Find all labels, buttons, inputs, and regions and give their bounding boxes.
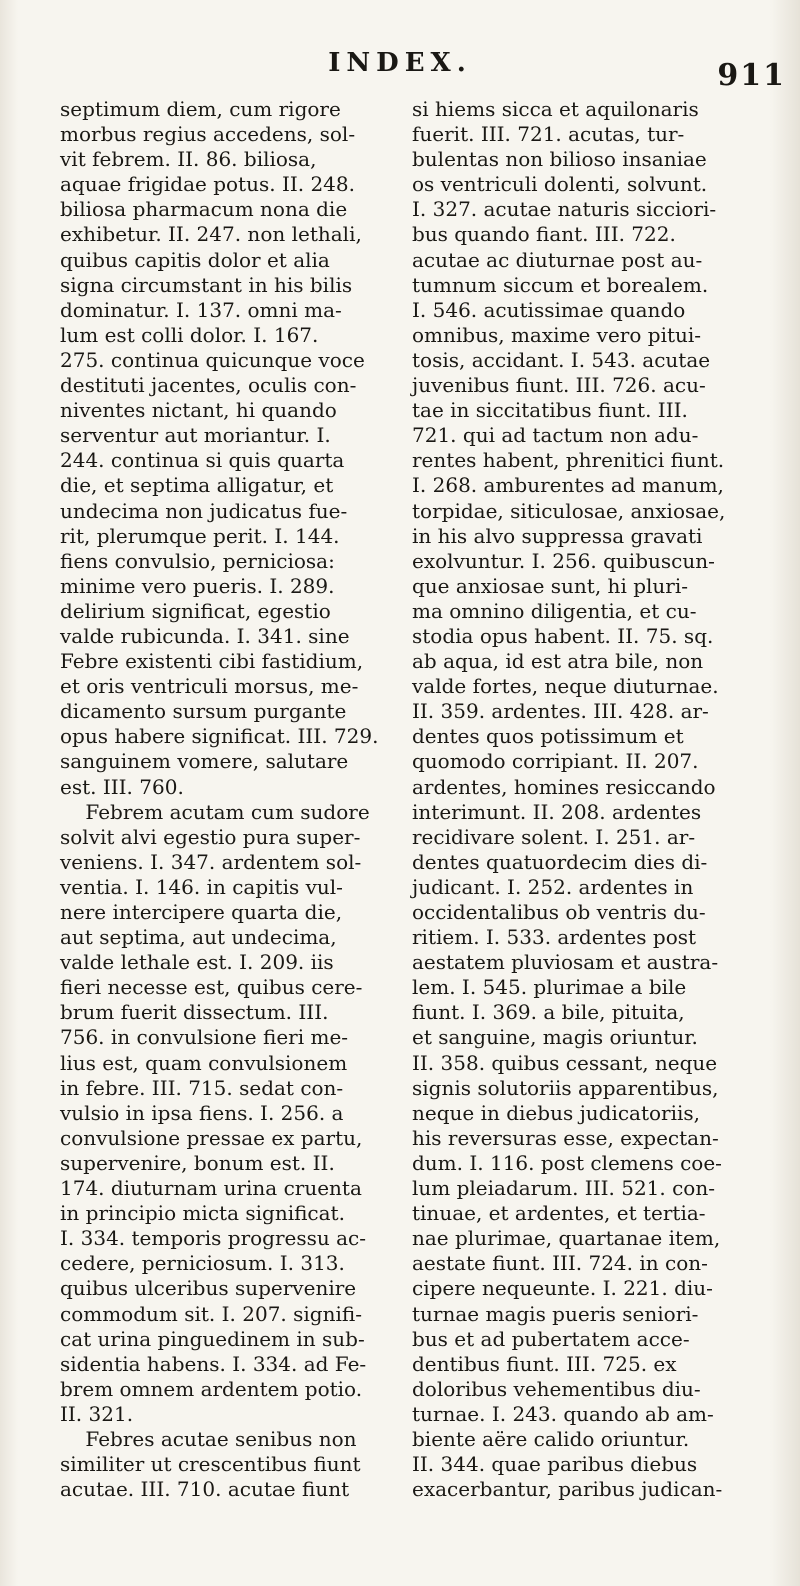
running-title: INDEX. xyxy=(328,48,472,78)
left-column-text: septimum diem, cum rigore morbus regius accedens, sol- vit febrem. II. 86. biliosa, aquae frigidae potus. II. 248. biliosa pharmacum nona die exhibetur. II. 247. non lethali, quibus capitis dolor et alia signa circumstant in his bilis dominatur. I. 137. omni ma- lum est colli dolor. I. 167. 275. continua quicunque voce destituti jacentes, oculis con- niventes nictant, hi quando serventur aut moriantur. I. 244. continua si quis quarta die, et septima alligatur, et undecima non judicatus fue- rit, plerumque perit. I. 144. fiens convulsio, perniciosa: minime vero pueris. I. 289. delirium significat, egestio valde rubicunda. I. 341. sine Febre existenti cibi fastidium, et oris ventriculi morsus, me- dicamento sursum purgante opus habere significat. III. 729. sanguinem vomere, salutare est. III. 760. Febrem acutam cum sudore solvit alvi egestio pura super- veniens. I. 347. ardentem sol- ventia. I. 146. in capitis vul- nere intercipere quarta die, aut septima, aut undecima, valde lethale est. I. 209. iis fieri necesse est, quibus cere- brum fuerit dissectum. III. 756. in convulsione fieri me- lius est, quam convulsionem in febre. III. 715. sedat con- vulsio in ipsa fiens. I. 256. a convulsione pressae ex partu, supervenire, bonum est. II. 174. diuturnam urina cruenta in principio micta significat. I. 334. temporis progressu ac- cedere, perniciosum. I. 313. quibus ulceribus supervenire commodum sit. I. 207. signifi- cat urina pinguedinem in sub- sidentia habens. I. 334. ad Fe- brem omnem ardentem potio. II. 321. Febres acutae senibus non similiter ut crescentibus fiunt acutae. III. 710. acutae fiunt xyxy=(60,97,379,1502)
right-column-text: si hiems sicca et aquilonaris fuerit. III. 721. acutas, tur- bulentas non bilioso insaniae os ventriculi dolenti, solvunt. I. 327. acutae naturis sicciori- bus quando fiant. III. 722. acutae ac diuturnae post au- tumnum siccum et borealem. I. 546. acutissimae quando omnibus, maxime vero pitui- tosis, accidant. I. 543. acutae juvenibus fiunt. III. 726. acu- tae in siccitatibus fiunt. III. 721. qui ad tactum non adu- rentes habent, phrenitici fiunt. I. 268. amburentes ad manum, torpidae, siticulosae, anxiosae, in his alvo suppressa gravati exolvuntur. I. 256. quibuscun- que anxiosae sunt, hi pluri- ma omnino diligentia, et cu- stodia opus habent. II. 75. sq. ab aqua, id est atra bile, non valde fortes, neque diuturnae. II. 359. ardentes. III. 428. ar- dentes quos potissimum et quomodo corripiant. II. 207. ardentes, homines resiccando interimunt. II. 208. ardentes recidivare solent. I. 251. ar- dentes quatuordecim dies di- judicant. I. 252. ardentes in occidentalibus ob ventris du- ritiem. I. 533. ardentes post aestatem pluviosam et austra- lem. I. 545. plurimae a bile fiunt. I. 369. a bile, pituita, et sanguine, magis oriuntur. II. 358. quibus cessant, neque signis solutoriis apparentibus, neque in diebus judicatoriis, his reversuras esse, expectan- dum. I. 116. post clemens coe- lum pleiadarum. III. 521. con- tinuae, et ardentes, et tertia- nae plurimae, quartanae item, aestate fiunt. III. 724. in con- cipere nequeunte. I. 221. diu- turnae magis pueris seniori- bus et ad pubertatem acce- dentibus fiunt. III. 725. ex doloribus vehementibus diu- turnae. I. 243. quando ab am- biente aëre calido oriuntur. II. 344. quae paribus diebus exacerbantur, paribus judican- xyxy=(412,97,726,1502)
page-header xyxy=(0,38,800,93)
page-number: 911 xyxy=(717,58,786,93)
